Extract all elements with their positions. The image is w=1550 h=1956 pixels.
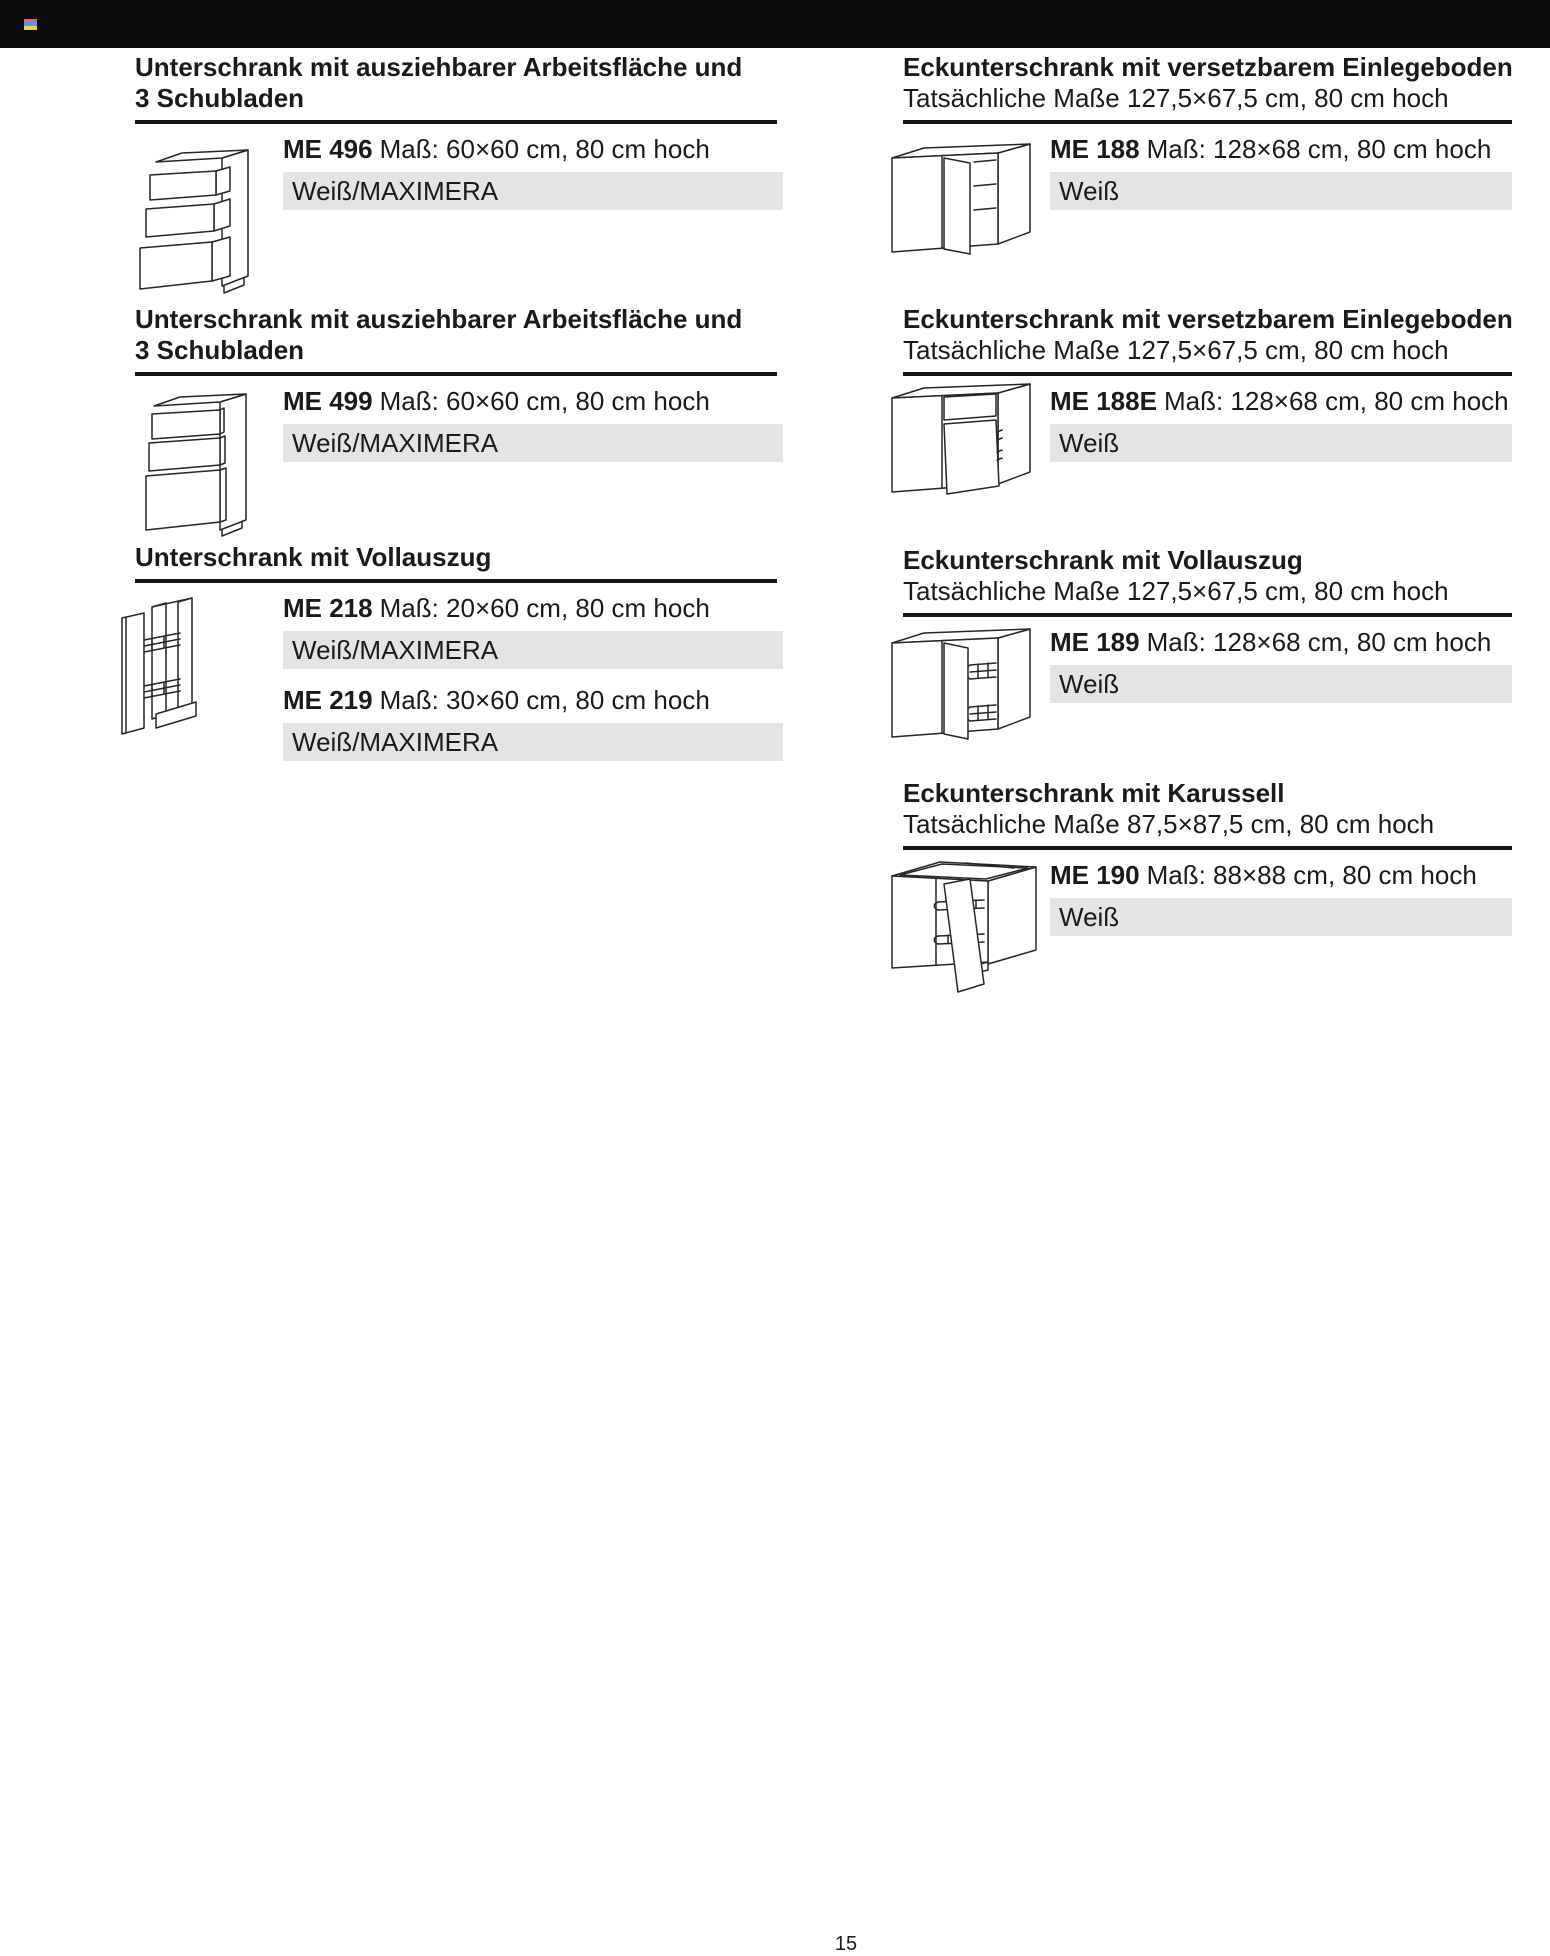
product-image-corner-cabinet-blind-drawer bbox=[886, 376, 1044, 506]
section-title-line1: Unterschrank mit Vollauszug bbox=[135, 542, 492, 572]
section-eckunterschrank-vollauszug bbox=[903, 545, 1512, 703]
product-dimensions: Maß: 128×68 cm, 80 cm hoch bbox=[1163, 386, 1509, 416]
section-header bbox=[903, 545, 1512, 617]
product-code: ME 218 bbox=[283, 593, 373, 623]
section-eckunterschrank-einlegeboden-1 bbox=[903, 52, 1512, 210]
section-title-line1: Eckunterschrank mit versetzbarem Einlegeboden bbox=[903, 52, 1513, 82]
section-title-line1: Eckunterschrank mit Vollauszug bbox=[903, 545, 1303, 575]
product-dimensions: Maß: 20×60 cm, 80 cm hoch bbox=[379, 593, 710, 623]
product-image-corner-cabinet-door-shelves bbox=[886, 138, 1044, 264]
product-line bbox=[1050, 627, 1512, 658]
section-title-line1: Eckunterschrank mit versetzbarem Einlegeboden bbox=[903, 304, 1513, 334]
section-unterschrank-vollauszug bbox=[135, 542, 777, 761]
product-line bbox=[1050, 860, 1512, 891]
finish-bar bbox=[283, 172, 783, 210]
section-eckunterschrank-einlegeboden-2 bbox=[903, 304, 1512, 462]
product-finish: Weiß/MAXIMERA bbox=[292, 634, 499, 665]
product-code: ME 190 bbox=[1050, 860, 1140, 890]
section-header bbox=[135, 304, 777, 376]
section-subtitle: Tatsächliche Maße 127,5×67,5 cm, 80 cm hoch bbox=[903, 83, 1449, 113]
section-title-line1: Eckunterschrank mit Karussell bbox=[903, 778, 1285, 808]
cabinet-line-drawing bbox=[122, 380, 278, 542]
product-dimensions: Maß: 128×68 cm, 80 cm hoch bbox=[1146, 134, 1492, 164]
cabinet-line-drawing bbox=[886, 850, 1044, 998]
flag-icon bbox=[24, 19, 37, 30]
finish-bar bbox=[1050, 172, 1512, 210]
product-code: ME 219 bbox=[283, 685, 373, 715]
top-bar bbox=[0, 0, 1550, 48]
product-code: ME 188 bbox=[1050, 134, 1140, 164]
product-finish: Weiß/MAXIMERA bbox=[292, 175, 499, 206]
cabinet-line-drawing bbox=[886, 376, 1044, 506]
product-image-narrow-pullout bbox=[118, 588, 223, 736]
product-finish: Weiß bbox=[1059, 427, 1120, 458]
section-title-line1: Unterschrank mit ausziehbarer Arbeitsfläche und bbox=[135, 304, 743, 334]
section-title-line2: 3 Schubladen bbox=[135, 335, 305, 365]
section-header bbox=[903, 52, 1512, 124]
product-line bbox=[283, 593, 777, 624]
section-header bbox=[135, 52, 777, 124]
product-image-base-cabinet-3-open-drawers bbox=[122, 138, 278, 298]
flag-stripe-bottom bbox=[24, 26, 37, 30]
finish-bar bbox=[1050, 665, 1512, 703]
section-header bbox=[135, 542, 777, 583]
cabinet-line-drawing bbox=[886, 621, 1044, 751]
cabinet-line-drawing bbox=[118, 588, 223, 736]
finish-bar bbox=[283, 631, 783, 669]
section-header bbox=[903, 778, 1512, 850]
product-line bbox=[1050, 386, 1512, 417]
section-subtitle: Tatsächliche Maße 127,5×67,5 cm, 80 cm hoch bbox=[903, 335, 1449, 365]
product-code: ME 496 bbox=[283, 134, 373, 164]
product-finish: Weiß bbox=[1059, 901, 1120, 932]
product-image-corner-cabinet-carousel bbox=[886, 850, 1044, 998]
product-dimensions: Maß: 60×60 cm, 80 cm hoch bbox=[379, 134, 710, 164]
product-dimensions: Maß: 30×60 cm, 80 cm hoch bbox=[379, 685, 710, 715]
finish-bar bbox=[1050, 898, 1512, 936]
section-subtitle: Tatsächliche Maße 87,5×87,5 cm, 80 cm hoch bbox=[903, 809, 1435, 839]
product-finish: Weiß/MAXIMERA bbox=[292, 726, 499, 757]
product-dimensions: Maß: 128×68 cm, 80 cm hoch bbox=[1146, 627, 1492, 657]
product-image-base-cabinet-3-drawers-ajar bbox=[122, 380, 278, 542]
finish-bar bbox=[1050, 424, 1512, 462]
section-title-line2: 3 Schubladen bbox=[135, 83, 305, 113]
page-number: 15 bbox=[834, 1933, 858, 1955]
product-image-corner-cabinet-pullout-baskets bbox=[886, 621, 1044, 751]
section-eckunterschrank-karussell bbox=[903, 778, 1512, 936]
product-dimensions: Maß: 88×88 cm, 80 cm hoch bbox=[1146, 860, 1477, 890]
product-code: ME 499 bbox=[283, 386, 373, 416]
section-subtitle: Tatsächliche Maße 127,5×67,5 cm, 80 cm hoch bbox=[903, 576, 1449, 606]
product-line bbox=[1050, 134, 1512, 165]
product-code: ME 189 bbox=[1050, 627, 1140, 657]
cabinet-line-drawing bbox=[122, 138, 278, 298]
section-unterschrank-arbeitsflaeche-1 bbox=[135, 52, 777, 210]
product-code: ME 188E bbox=[1050, 386, 1157, 416]
cabinet-line-drawing bbox=[886, 138, 1044, 264]
product-line bbox=[283, 386, 777, 417]
product-line bbox=[283, 685, 777, 716]
product-finish: Weiß/MAXIMERA bbox=[292, 427, 499, 458]
section-title-line1: Unterschrank mit ausziehbarer Arbeitsfläche und bbox=[135, 52, 743, 82]
product-dimensions: Maß: 60×60 cm, 80 cm hoch bbox=[379, 386, 710, 416]
finish-bar bbox=[283, 723, 783, 761]
product-finish: Weiß bbox=[1059, 668, 1120, 699]
product-finish: Weiß bbox=[1059, 175, 1120, 206]
section-header bbox=[903, 304, 1512, 376]
finish-bar bbox=[283, 424, 783, 462]
product-line bbox=[283, 134, 777, 165]
section-unterschrank-arbeitsflaeche-2 bbox=[135, 304, 777, 462]
